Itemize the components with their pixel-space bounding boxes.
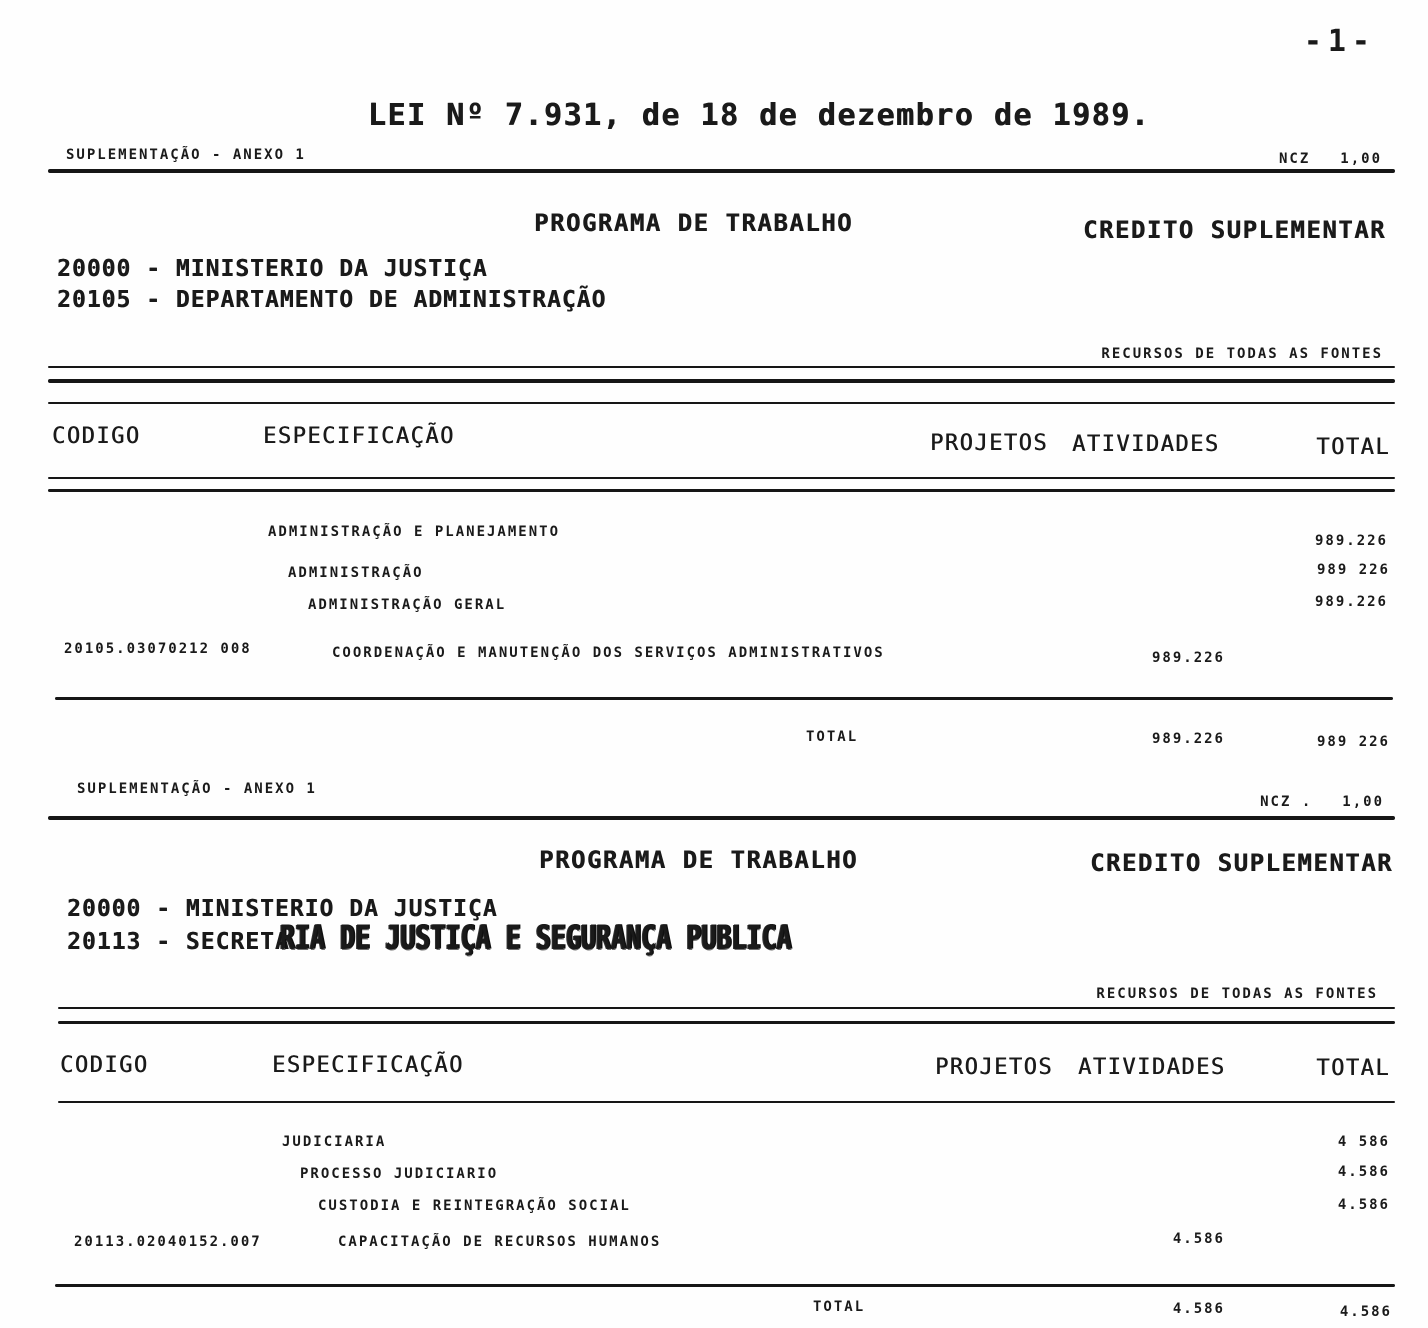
program-title: PROGRAMA DE TRABALHO xyxy=(539,846,858,874)
table-row-especificacao: ADMINISTRAÇÃO GERAL xyxy=(308,597,507,613)
total-amount: 989 226 xyxy=(1316,734,1390,750)
total-label: TOTAL xyxy=(806,729,859,745)
divider xyxy=(48,477,1395,479)
annex-label: SUPLEMENTAÇÃO - ANEXO 1 xyxy=(77,781,317,797)
divider xyxy=(48,366,1395,368)
column-header-atividades: ATIVIDADES xyxy=(1078,1055,1226,1080)
currency-value: 1,00 xyxy=(1340,151,1382,167)
currency-value: 1,00 xyxy=(1342,794,1384,810)
table-row-atividades: 4.586 xyxy=(1172,1231,1225,1247)
currency-note xyxy=(1260,794,1384,810)
table-row-total: 4.586 xyxy=(1337,1197,1390,1213)
divider xyxy=(58,1007,1395,1009)
column-header-projetos: PROJETOS xyxy=(930,431,1048,456)
table-row-atividades: 989.226 xyxy=(1151,650,1225,666)
column-header-codigo: CODIGO xyxy=(60,1053,149,1078)
page-number: -1- xyxy=(1303,24,1376,59)
table-row-especificacao: CUSTODIA E REINTEGRAÇÃO SOCIAL xyxy=(318,1198,631,1214)
divider xyxy=(58,1101,1395,1103)
table-row-total: 989.226 xyxy=(1314,594,1388,610)
divider xyxy=(55,1284,1395,1287)
org-line: 20000 - MINISTERIO DA JUSTIÇA xyxy=(57,256,488,282)
law-title: LEI Nº 7.931, de 18 de dezembro de 1989. xyxy=(367,98,1151,133)
table-row-total: 989.226 xyxy=(1314,533,1388,549)
column-header-especificacao: ESPECIFICAÇÃO xyxy=(272,1053,464,1078)
currency-note xyxy=(1279,151,1382,167)
org-line xyxy=(67,918,792,957)
divider xyxy=(48,402,1395,404)
org-line: 20000 - MINISTERIO DA JUSTIÇA xyxy=(67,896,498,922)
total-amount: 4.586 xyxy=(1339,1304,1392,1320)
table-row-total: 4.586 xyxy=(1337,1164,1390,1180)
total-atividades: 989.226 xyxy=(1151,731,1225,747)
table-row-codigo: 20113.02040152.007 xyxy=(74,1234,262,1250)
table-row-especificacao: JUDICIARIA xyxy=(282,1134,387,1150)
divider xyxy=(48,489,1395,492)
annex-label: SUPLEMENTAÇÃO - ANEXO 1 xyxy=(66,147,306,163)
table-row-especificacao: ADMINISTRAÇÃO xyxy=(288,565,424,581)
table-row-especificacao: PROCESSO JUDICIARIO xyxy=(300,1166,499,1182)
column-header-total: TOTAL xyxy=(1316,435,1390,460)
org-line: 20105 - DEPARTAMENTO DE ADMINISTRAÇÃO xyxy=(57,287,607,313)
program-title: PROGRAMA DE TRABALHO xyxy=(534,209,853,237)
divider xyxy=(48,816,1395,820)
table-row-total: 989 226 xyxy=(1316,562,1390,578)
total-label: TOTAL xyxy=(813,1299,866,1315)
table-row-especificacao: CAPACITAÇÃO DE RECURSOS HUMANOS xyxy=(338,1234,662,1250)
credit-title: CREDITO SUPLEMENTAR xyxy=(1082,216,1386,244)
column-header-total: TOTAL xyxy=(1316,1056,1390,1081)
currency-label: NCZ xyxy=(1278,151,1311,167)
divider xyxy=(48,169,1395,173)
resources-label: RECURSOS DE TODAS AS FONTES xyxy=(1101,346,1383,362)
org-line-overprint: RIA DE JUSTIÇA E SEGURANÇA PUBLICA xyxy=(279,918,792,957)
divider xyxy=(48,379,1395,383)
table-row-especificacao: ADMINISTRAÇÃO E PLANEJAMENTO xyxy=(268,524,561,540)
credit-title: CREDITO SUPLEMENTAR xyxy=(1089,849,1393,877)
table-row-total: 4 586 xyxy=(1337,1134,1390,1150)
currency-label: NCZ . xyxy=(1260,794,1313,810)
column-header-projetos: PROJETOS xyxy=(935,1055,1053,1080)
table-row-codigo: 20105.03070212 008 xyxy=(64,641,252,657)
column-header-codigo: CODIGO xyxy=(52,424,141,449)
total-atividades: 4.586 xyxy=(1172,1301,1225,1317)
divider xyxy=(55,697,1393,700)
divider xyxy=(58,1021,1395,1024)
table-row-especificacao: COORDENAÇÃO E MANUTENÇÃO DOS SERVIÇOS ADMINISTRATIVOS xyxy=(332,645,885,661)
column-header-especificacao: ESPECIFICAÇÃO xyxy=(263,424,455,449)
column-header-atividades: ATIVIDADES xyxy=(1072,432,1220,457)
resources-label: RECURSOS DE TODAS AS FONTES xyxy=(1096,986,1378,1002)
org-line-prefix: 20113 - SECRETA xyxy=(67,929,290,955)
